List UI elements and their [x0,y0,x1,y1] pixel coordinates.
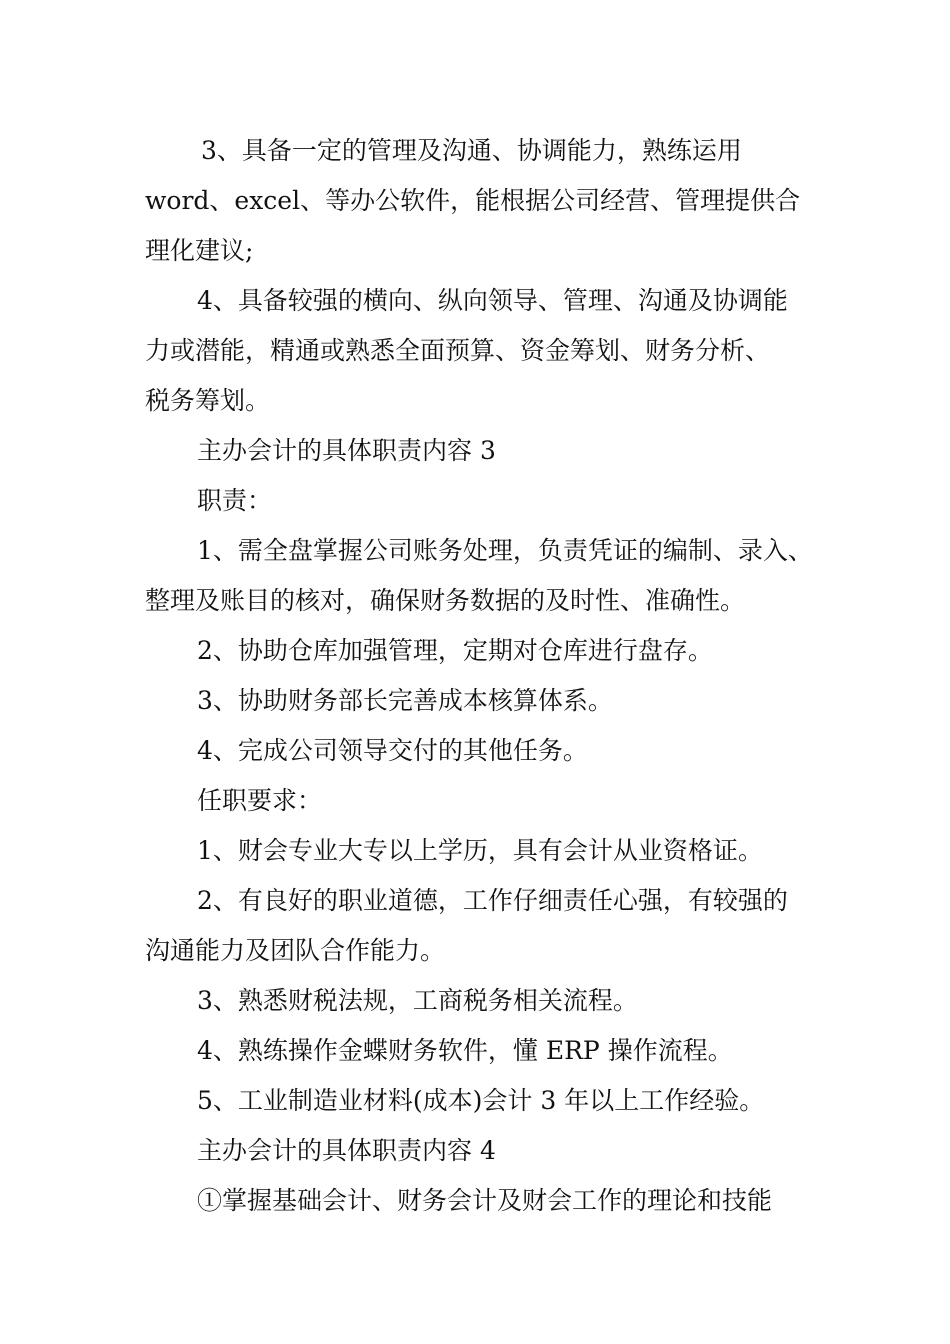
duty-3-paragraph [145,676,825,726]
req-2-paragraph [145,876,825,976]
duty-4-paragraph [145,726,825,776]
label-text: 职责： [197,486,273,515]
requirements-label [145,776,825,826]
heading-text: 主办会计的具体职责内容 3 [197,436,496,465]
text-line: 理化建议; [145,236,254,265]
req-1-paragraph [145,826,825,876]
document-body [145,126,825,1226]
text-line: 整理及账目的核对，确保财务数据的及时性、准确性。 [145,586,746,615]
section-heading-4 [145,1126,825,1176]
text-line: 1、财会专业大专以上学历，具有会计从业资格证。 [197,836,763,865]
req-5-paragraph [145,1076,825,1126]
text-line: 税务筹划。 [145,386,271,415]
req-4-paragraph [145,1026,825,1076]
section-heading-3 [145,426,825,476]
skill-1-paragraph [145,1176,825,1226]
label-text: 任职要求： [197,786,323,815]
requirement-4-paragraph [145,276,825,426]
req-3-paragraph [145,976,825,1026]
text-line: 3、协助财务部长完善成本核算体系。 [197,686,613,715]
text-line: ①掌握基础会计、财务会计及财会工作的理论和技能 [197,1186,773,1215]
requirement-3-paragraph [145,126,825,276]
text-line: 5、工业制造业材料(成本)会计 3 年以上工作经验。 [197,1086,765,1115]
duty-1-paragraph [145,526,825,626]
text-line: 4、完成公司领导交付的其他任务。 [197,736,588,765]
heading-text: 主办会计的具体职责内容 4 [197,1136,496,1165]
text-line: word、excel、等办公软件，能根据公司经营、管理提供合 [145,186,801,215]
text-line: 3、具备一定的管理及沟通、协调能力，熟练运用 [201,136,742,165]
text-line: 4、具备较强的横向、纵向领导、管理、沟通及协调能 [197,286,788,315]
duty-2-paragraph [145,626,825,676]
text-line: 力或潜能，精通或熟悉全面预算、资金筹划、财务分析、 [145,336,771,365]
text-line: 4、熟练操作金蝶财务软件，懂 ERP 操作流程。 [197,1036,733,1065]
text-line: 1、需全盘掌握公司账务处理，负责凭证的编制、录入、 [197,536,813,565]
text-line: 2、有良好的职业道德，工作仔细责任心强，有较强的 [197,886,788,915]
duties-label [145,476,825,526]
text-line: 3、熟悉财税法规，工商税务相关流程。 [197,986,638,1015]
text-line: 2、协助仓库加强管理，定期对仓库进行盘存。 [197,636,713,665]
text-line: 沟通能力及团队合作能力。 [145,936,446,965]
